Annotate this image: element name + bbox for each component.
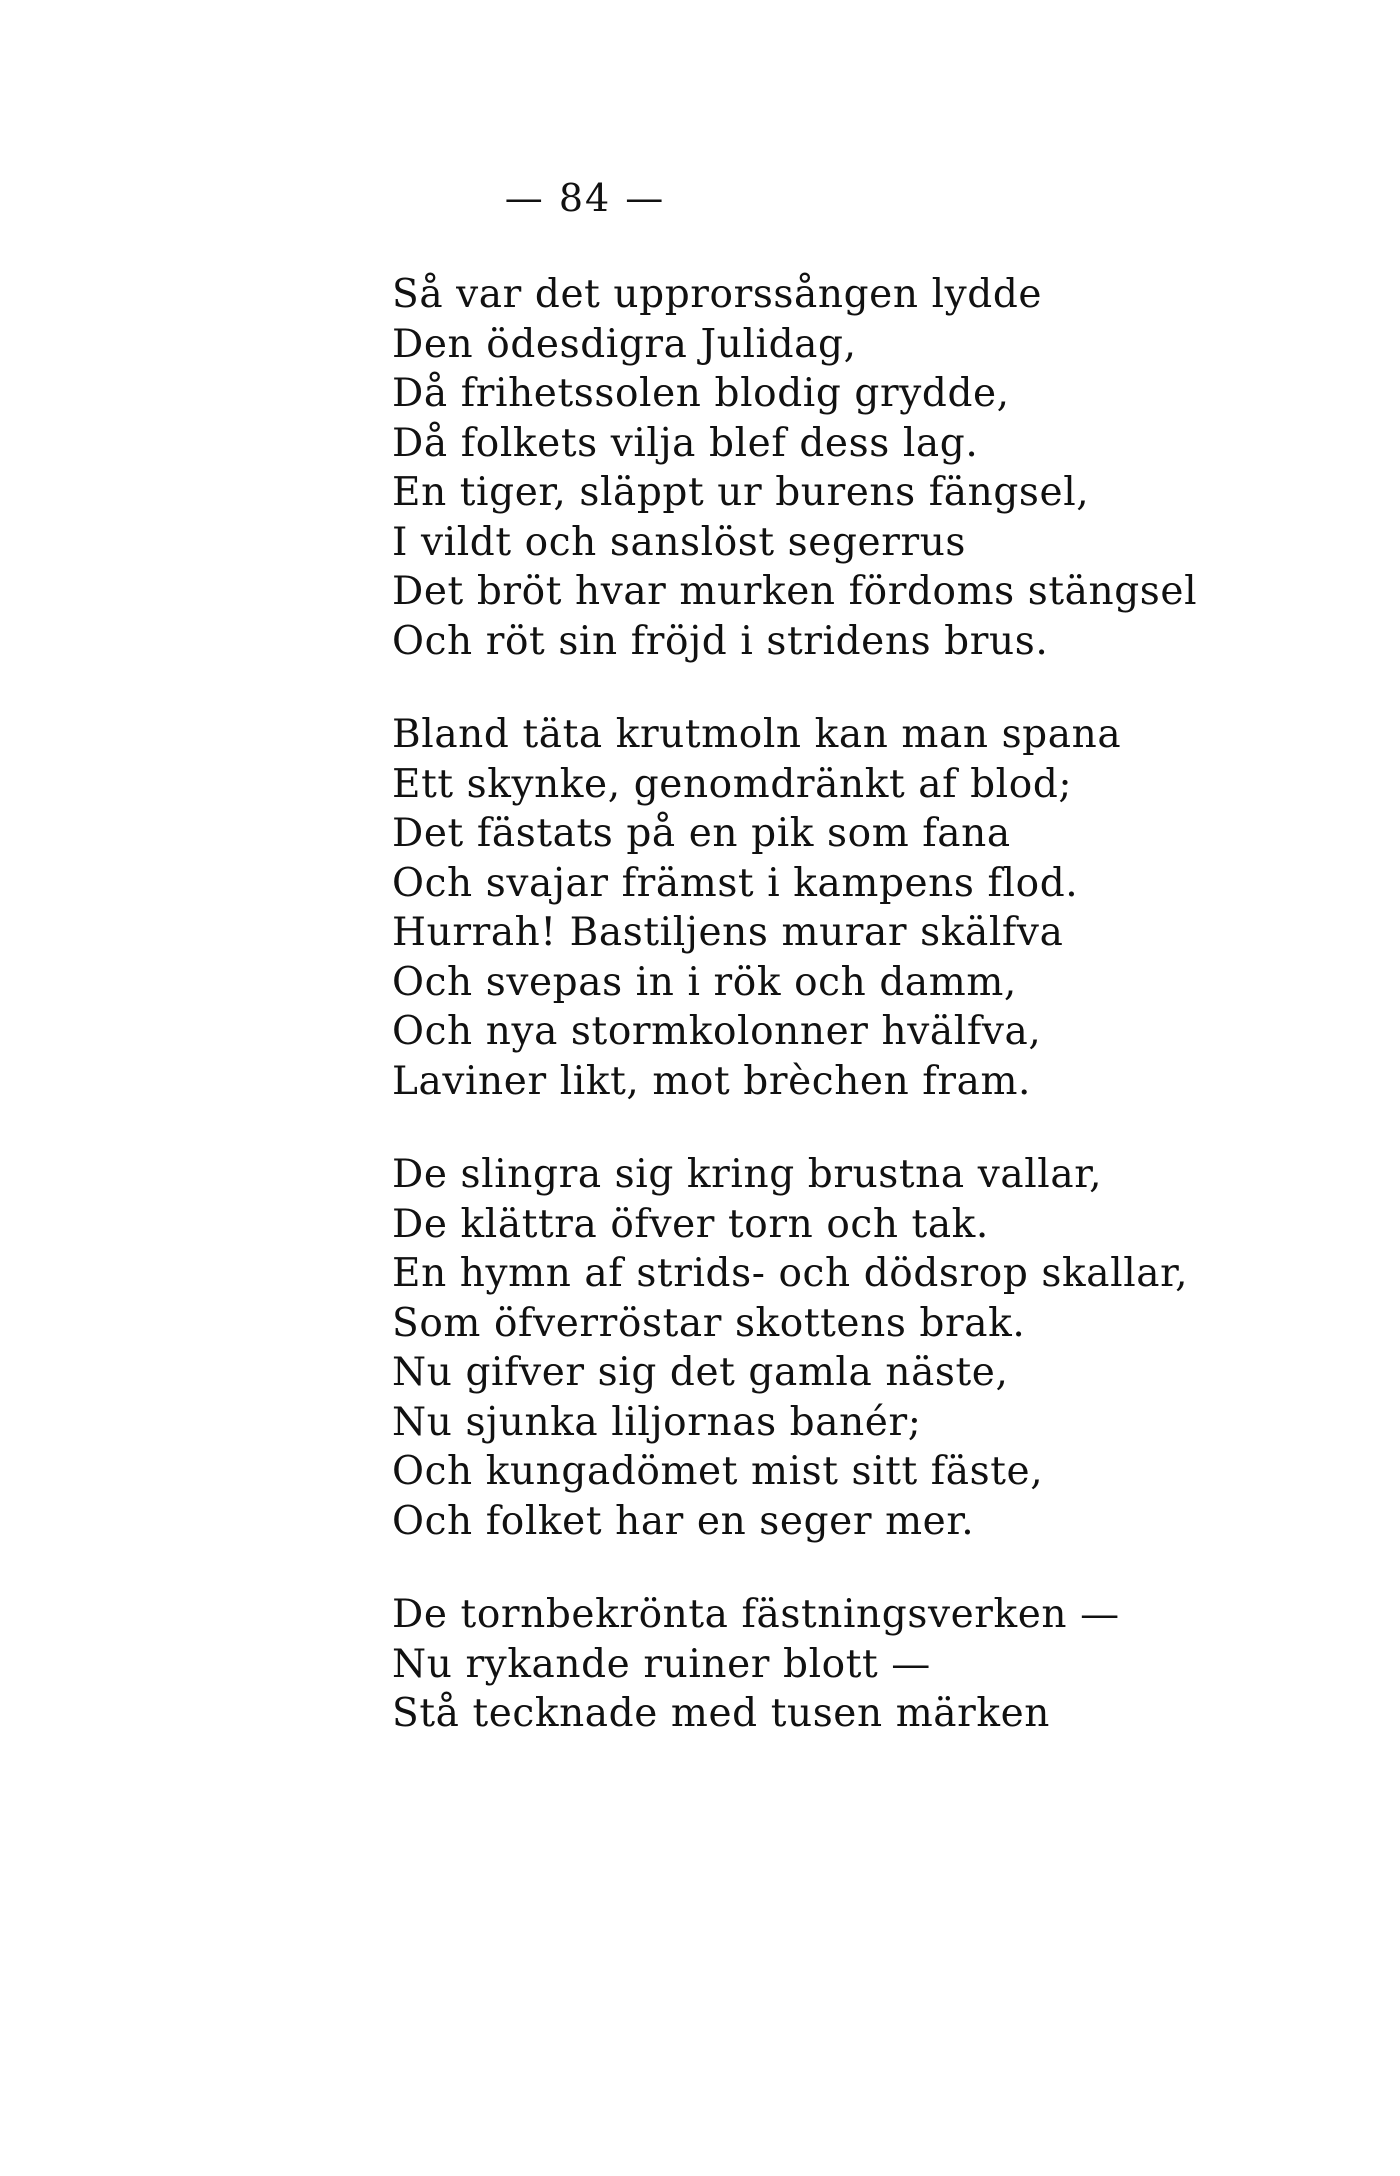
stanza-2 (392, 710, 1292, 1106)
verse-line: Det fästats på en pik som fana (392, 811, 1011, 856)
verse-line: Då frihetssolen blodig grydde, (392, 371, 1010, 416)
verse-line: Stå tecknade med tusen märken (392, 1691, 1051, 1736)
verse-line: En hymn af strids- och dödsrop skallar, (392, 1251, 1189, 1296)
verse-line: Och svajar främst i kampens flod. (392, 860, 1079, 906)
verse-line: Och folket har en seger mer. (392, 1498, 975, 1544)
verse-line: Då folkets vilja blef dess lag. (392, 420, 979, 466)
verse-line: Bland täta krutmoln kan man spana (392, 712, 1122, 757)
page-number: — 84 — (504, 176, 666, 220)
verse-line: De tornbekrönta fästningsverken — (392, 1592, 1120, 1637)
stanza-4 (392, 1590, 1292, 1739)
verse-line: De slingra sig kring brustna vallar, (392, 1152, 1103, 1197)
verse-line: Ett skynke, genomdränkt af blod; (392, 761, 1073, 807)
verse-line: Nu gifver sig det gamla näste, (392, 1350, 1009, 1395)
verse-line: I vildt och sanslöst segerrus (392, 519, 967, 565)
verse-line: Som öfverröstar skottens brak. (392, 1300, 1026, 1346)
stanza-3 (392, 1150, 1292, 1546)
verse-line: Hurrah! Bastiljens murar skälfva (392, 910, 1064, 955)
verse-line: Och svepas in i rök och damm, (392, 959, 1017, 1005)
verse-line: Nu sjunka liljornas banér; (392, 1399, 922, 1445)
verse-line: Laviner likt, mot brèchen fram. (392, 1058, 1032, 1104)
verse-line: De klättra öfver torn och tak. (392, 1201, 989, 1247)
verse-line: Den ödesdigra Julidag, (392, 321, 857, 367)
verse-line: En tiger, släppt ur burens fängsel, (392, 470, 1090, 515)
verse-line: Och röt sin fröjd i stridens brus. (392, 618, 1049, 664)
verse-line: Så var det upprorssången lydde (392, 272, 1043, 317)
verse-line: Det bröt hvar murken fördoms stängsel (392, 569, 1198, 614)
verse-line: Och kungadömet mist sitt fäste, (392, 1449, 1044, 1494)
stanza-1 (392, 270, 1292, 666)
verse-line: Nu rykande ruiner blott — (392, 1641, 931, 1687)
verse-line: Och nya stormkolonner hvälfva, (392, 1009, 1042, 1054)
